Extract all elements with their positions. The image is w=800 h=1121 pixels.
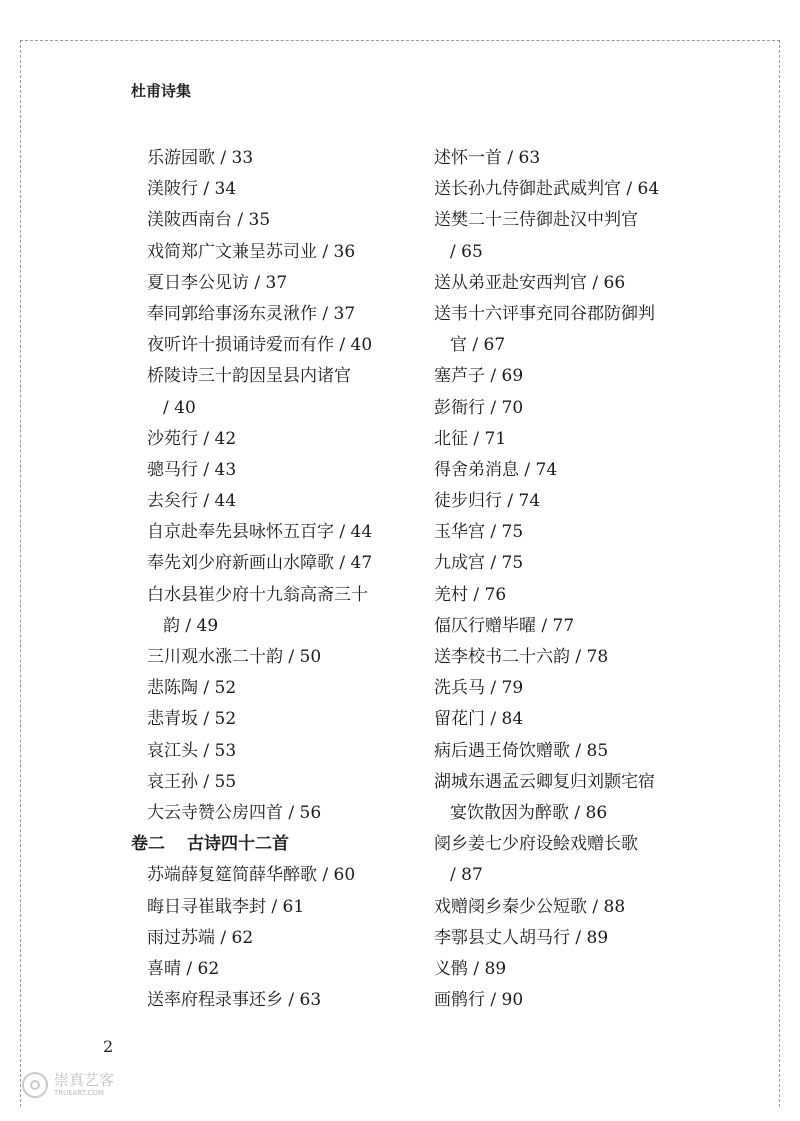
toc-entry: 奉先刘少府新画山水障歌 / 47 xyxy=(147,553,373,574)
toc-entry: 乐游园歌 / 33 xyxy=(147,148,254,168)
toc-entry: 送韦十六评事充同谷郡防御判 xyxy=(434,303,655,324)
toc-section-heading xyxy=(131,829,401,860)
toc-entry-continuation: 官 / 67 xyxy=(450,335,506,356)
toc-entry: 病后遇王倚饮赠歌 / 85 xyxy=(434,740,609,761)
toc-entry: 渼陂行 / 34 xyxy=(147,179,237,200)
toc-entry-continuation: 韵 / 49 xyxy=(163,615,219,636)
toc-entry: 夏日李公见访 / 37 xyxy=(147,272,288,293)
toc-entry: 玉华宫 / 75 xyxy=(434,522,524,543)
toc-entry: 晦日寻崔戢李封 / 61 xyxy=(147,896,305,917)
toc-entry: 阌乡姜七少府设鲙戏赠长歌 xyxy=(434,834,638,855)
toc-entry: 渼陂西南台 / 35 xyxy=(147,210,271,231)
section-title: 古诗四十二首 xyxy=(187,834,289,855)
toc-entry: 送长孙九侍御赴武威判官 / 64 xyxy=(434,179,660,200)
toc-entry-continuation: / 87 xyxy=(450,865,483,886)
watermark-cn: 崇真艺客 xyxy=(54,1071,115,1089)
toc-entry: 苏端薛复筵简薛华醉歌 / 60 xyxy=(147,865,356,886)
toc-entry: 夜听许十损诵诗爱而有作 / 40 xyxy=(147,335,373,356)
toc-entry: 北征 / 71 xyxy=(434,428,507,449)
toc-entry: 戏赠阌乡秦少公短歌 / 88 xyxy=(434,896,626,917)
toc-entry: 悲青坂 / 52 xyxy=(147,709,237,730)
toc-entry-continuation: 宴饮散因为醉歌 / 86 xyxy=(450,802,608,823)
toc-entry: 白水县崔少府十九翁高斋三十 xyxy=(147,584,368,605)
toc-entry: 送李校书二十六韵 / 78 xyxy=(434,647,609,667)
page-number: 2 xyxy=(103,1037,114,1056)
toc-entry: 去矣行 / 44 xyxy=(147,491,237,512)
page-border-top xyxy=(20,40,780,41)
toc-entry: 悲陈陶 / 52 xyxy=(147,678,237,699)
running-header: 杜甫诗集 xyxy=(131,82,192,100)
toc-entry: 沙苑行 / 42 xyxy=(147,428,237,449)
toc-entry: 画鹘行 / 90 xyxy=(434,990,524,1011)
toc-entry: 三川观水涨二十韵 / 50 xyxy=(147,647,322,667)
toc-entry: 羌村 / 76 xyxy=(434,584,507,605)
toc-entry: 奉同郭给事汤东灵湫作 / 37 xyxy=(147,303,356,324)
section-label: 卷二 xyxy=(131,834,165,855)
toc-entry: 送从弟亚赴安西判官 / 66 xyxy=(434,272,626,293)
toc-entry: 塞芦子 / 69 xyxy=(434,366,524,387)
toc-entry: 送樊二十三侍御赴汉中判官 xyxy=(434,210,638,231)
watermark-en: TRUEART.COM xyxy=(54,1089,104,1097)
toc-entry: 骢马行 / 43 xyxy=(147,459,237,480)
toc-entry: 喜晴 / 62 xyxy=(147,958,220,979)
toc-entry-continuation: / 40 xyxy=(163,397,196,418)
toc-entry: 得舍弟消息 / 74 xyxy=(434,459,558,480)
toc-column-left xyxy=(131,143,401,1016)
truart-logo-icon xyxy=(22,1072,48,1098)
toc-entry: 述怀一首 / 63 xyxy=(434,148,541,168)
toc-entry: 洗兵马 / 79 xyxy=(434,678,524,699)
toc-entry: 戏简郑广文兼呈苏司业 / 36 xyxy=(147,241,356,262)
toc-entry-continuation: / 65 xyxy=(450,241,483,262)
toc-column-right xyxy=(418,143,688,1016)
toc-entry: 自京赴奉先县咏怀五百字 / 44 xyxy=(147,522,373,543)
page-border-left xyxy=(20,40,21,1107)
toc-entry: 偪仄行赠毕曜 / 77 xyxy=(434,615,575,636)
toc-entry: 九成宫 / 75 xyxy=(434,553,524,574)
toc-entry: 徒步归行 / 74 xyxy=(434,491,541,512)
toc-entry: 彭衙行 / 70 xyxy=(434,397,524,418)
toc-entry: 送率府程录事还乡 / 63 xyxy=(147,990,322,1011)
toc-entry: 雨过苏端 / 62 xyxy=(147,927,254,948)
toc-entry: 湖城东遇孟云卿复归刘颢宅宿 xyxy=(434,771,655,792)
toc-entry: 桥陵诗三十韵因呈县内诸官 xyxy=(147,366,351,387)
page-border-right xyxy=(779,40,780,1107)
toc-entry: 哀王孙 / 55 xyxy=(147,771,237,792)
toc-entry: 哀江头 / 53 xyxy=(147,740,237,761)
toc-entry: 留花门 / 84 xyxy=(434,709,524,730)
toc-entry: 李鄠县丈人胡马行 / 89 xyxy=(434,927,609,948)
watermark xyxy=(22,1072,114,1098)
toc-entry: 义鹘 / 89 xyxy=(434,958,507,979)
toc-entry: 大云寺赞公房四首 / 56 xyxy=(147,802,322,823)
